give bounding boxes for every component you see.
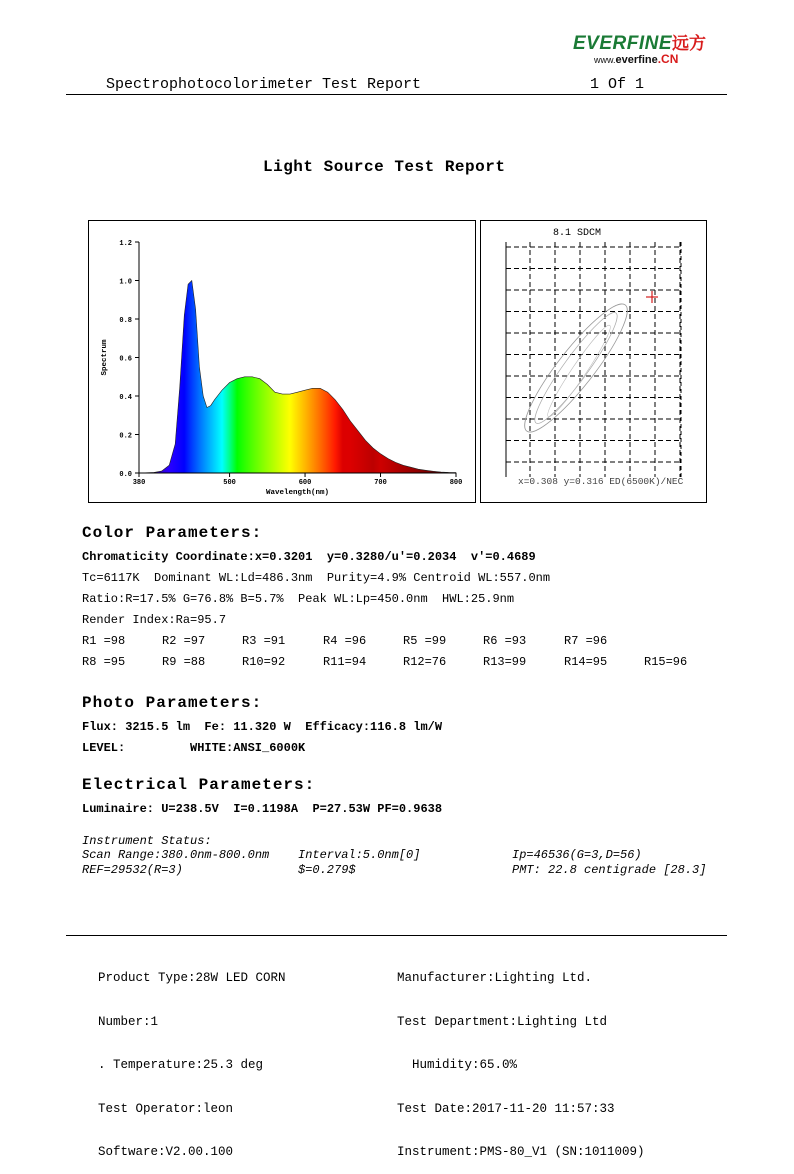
report-header-title: Spectrophotocolorimeter Test Report bbox=[106, 76, 422, 93]
footer-right bbox=[397, 942, 645, 1174]
logo-brand-cn: 远方 bbox=[672, 34, 707, 54]
render-index-line: Render Index:Ra=95.7 bbox=[82, 613, 227, 627]
number: Number:1 bbox=[98, 1014, 159, 1029]
cie-grid bbox=[506, 242, 681, 477]
chromaticity-line: Chromaticity Coordinate:x=0.3201 y=0.3280/u'=0.2034 v'=0.4689 bbox=[82, 550, 536, 564]
render-index-r15: R15=96 bbox=[644, 655, 688, 669]
color-parameters-heading: Color Parameters: bbox=[82, 524, 263, 542]
render-index-r5: R5 =99 bbox=[403, 634, 447, 648]
ratio-line: Ratio:R=17.5% G=76.8% B=5.7% Peak WL:Lp=450.0nm HWL:25.9nm bbox=[82, 592, 515, 606]
humidity: Humidity:65.0% bbox=[397, 1058, 518, 1072]
instrument: Instrument:PMS-80_V1 (SN:1011009) bbox=[397, 1145, 645, 1159]
scan-range: Scan Range:380.0nm-800.0nm bbox=[82, 848, 270, 862]
y-tick-label: 0.4 bbox=[119, 394, 132, 402]
footer-left bbox=[98, 942, 286, 1174]
pmt-value: PMT: 22.8 centigrade [28.3] bbox=[512, 863, 707, 877]
render-index-r2: R2 =97 bbox=[162, 634, 206, 648]
logo-url-prefix: www. bbox=[594, 55, 616, 65]
page-number: 1 Of 1 bbox=[590, 76, 645, 93]
render-index-r13: R13=99 bbox=[483, 655, 527, 669]
footer-rule bbox=[66, 935, 727, 936]
spectrum-area bbox=[139, 281, 456, 474]
render-index-r6: R6 =93 bbox=[483, 634, 527, 648]
ip-value: Ip=46536(G=3,D=56) bbox=[512, 848, 642, 862]
render-index-r1: R1 =98 bbox=[82, 634, 126, 648]
test-operator: Test Operator:leon bbox=[98, 1101, 234, 1116]
x-tick-label: 700 bbox=[374, 479, 387, 487]
sdcm-ellipses bbox=[513, 294, 640, 442]
header-rule bbox=[66, 94, 727, 95]
cie-diagram bbox=[481, 221, 706, 502]
logo-url-main: everfine bbox=[615, 54, 658, 66]
render-index-r9: R9 =88 bbox=[162, 655, 206, 669]
x-axis-label: Wavelength(nm) bbox=[265, 489, 330, 497]
y-tick-label: 1.0 bbox=[119, 278, 132, 287]
y-tick-label: 0.0 bbox=[119, 471, 132, 479]
render-index-r8: R8 =95 bbox=[82, 655, 126, 669]
test-point-cross bbox=[646, 291, 658, 303]
render-index-r10: R10=92 bbox=[242, 655, 286, 669]
x-tick-label: 500 bbox=[223, 479, 236, 487]
y-tick-label: 0.2 bbox=[119, 432, 132, 441]
ref-value: REF=29532(R=3) bbox=[82, 863, 183, 877]
logo-brand: EVERFINE bbox=[573, 33, 673, 54]
spectrum-chart bbox=[89, 221, 475, 502]
x-tick-label: 380 bbox=[132, 479, 146, 487]
render-index-r3: R3 =91 bbox=[242, 634, 286, 648]
y-tick-label: 0.6 bbox=[119, 355, 132, 364]
interval: Interval:5.0nm[0] bbox=[298, 848, 421, 862]
level-value: WHITE:ANSI_6000K bbox=[190, 741, 306, 755]
spectrum-panel bbox=[88, 220, 476, 503]
test-department: Test Department:Lighting Ltd bbox=[397, 1014, 608, 1029]
render-index-r12: R12=76 bbox=[403, 655, 447, 669]
product-type: Product Type:28W LED CORN bbox=[98, 971, 286, 985]
cie-readout: x=0.308 y=0.316 ED(6500K)/NEC bbox=[518, 476, 684, 487]
cie-panel bbox=[480, 220, 707, 503]
test-date: Test Date:2017-11-20 11:57:33 bbox=[397, 1101, 615, 1116]
report-title: Light Source Test Report bbox=[263, 158, 506, 176]
logo-url bbox=[594, 52, 678, 66]
manufacturer: Manufacturer:Lighting Ltd. bbox=[397, 971, 593, 985]
temperature: . Temperature:25.3 deg bbox=[98, 1058, 264, 1072]
level-label: LEVEL: bbox=[82, 741, 126, 755]
electrical-parameters-heading: Electrical Parameters: bbox=[82, 776, 316, 794]
render-index-r11: R11=94 bbox=[323, 655, 367, 669]
cie-title: 8.1 SDCM bbox=[553, 228, 602, 239]
x-tick-label: 600 bbox=[298, 479, 312, 487]
render-index-r4: R4 =96 bbox=[323, 634, 367, 648]
render-index-r7: R7 =96 bbox=[564, 634, 608, 648]
y-tick-label: 1.2 bbox=[119, 240, 132, 248]
x-tick-label: 800 bbox=[449, 479, 463, 487]
software: Software:V2.00.100 bbox=[98, 1145, 234, 1159]
render-index-r14: R14=95 bbox=[564, 655, 608, 669]
y-axis-label: Spectrum bbox=[101, 339, 109, 376]
instrument-status-label: Instrument Status: bbox=[82, 834, 212, 848]
y-tick-label: 0.8 bbox=[119, 317, 132, 325]
flux-line: Flux: 3215.5 lm Fe: 11.320 W Efficacy:116.8 lm/W bbox=[82, 720, 443, 734]
luminaire-line: Luminaire: U=238.5V I=0.1198A P=27.53W PF=0.9638 bbox=[82, 802, 443, 816]
logo-url-suffix: .CN bbox=[657, 52, 679, 66]
tc-line: Tc=6117K Dominant WL:Ld=486.3nm Purity=4.9% Centroid WL:557.0nm bbox=[82, 571, 551, 585]
percent-value: $=0.279$ bbox=[298, 863, 356, 877]
photo-parameters-heading: Photo Parameters: bbox=[82, 694, 263, 712]
